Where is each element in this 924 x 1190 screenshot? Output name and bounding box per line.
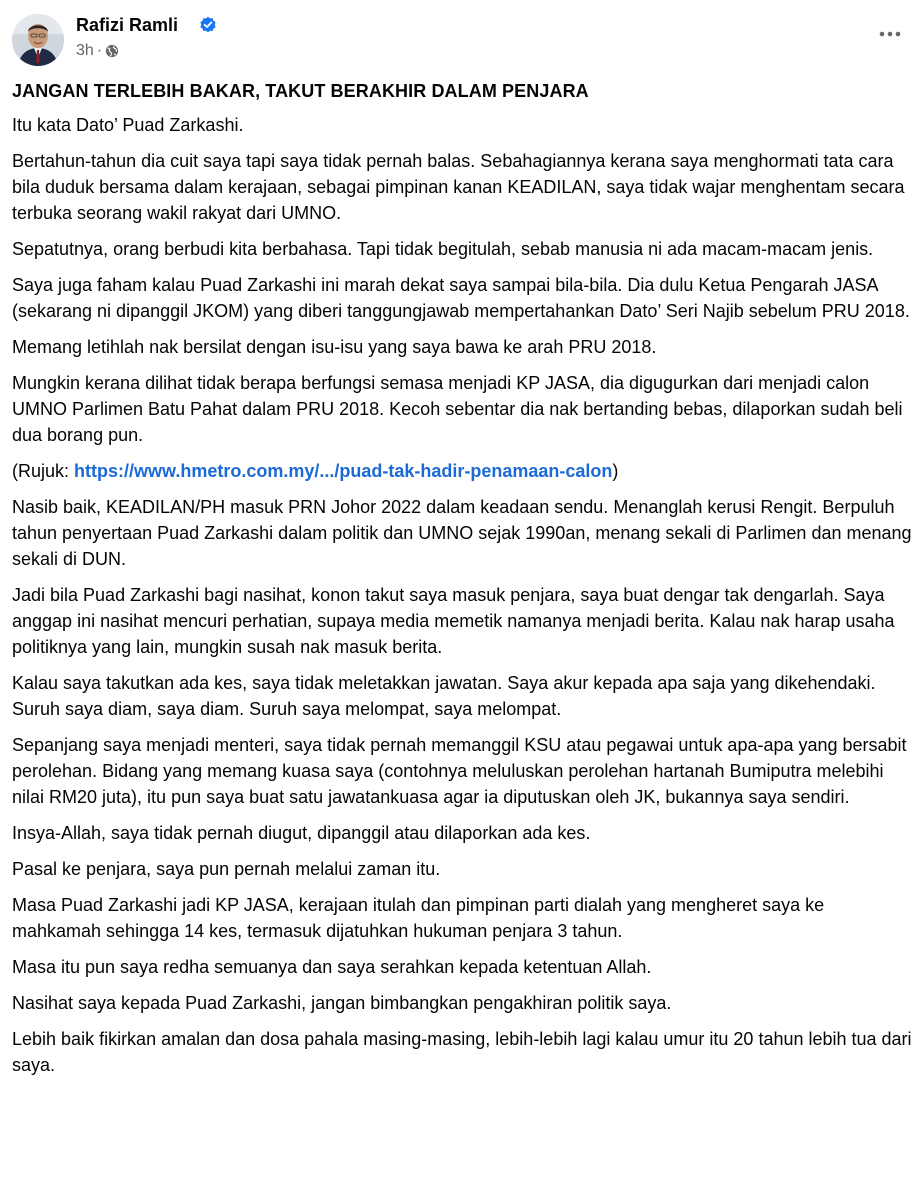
post-paragraph: Sepatutnya, orang berbudi kita berbahasa. Tapi tidak begitulah, sebab manusia ni ada macam-macam jenis. xyxy=(12,239,874,259)
post-paragraph: Itu kata Dato’ Puad Zarkashi. xyxy=(12,115,244,135)
reference-suffix: ) xyxy=(612,461,619,481)
post-paragraph: Lebih baik fikirkan amalan dan dosa pahala masing-masing, lebih-lebih lagi kalau umur itu 20 tahun lebih tua dari saya. xyxy=(12,1029,912,1075)
post-paragraph: Pasal ke penjara, saya pun pernah melalui zaman itu. xyxy=(12,859,441,879)
post-paragraph: Mungkin kerana dilihat tidak berapa berfungsi semasa menjadi KP JASA, dia digugurkan dari menjadi calon UMNO Parlimen Batu Pahat dalam PRU 2018. Kecoh sebentar dia nak bertanding bebas, dilaporkan sudah beli dua borang pun. xyxy=(12,373,903,445)
post-paragraph: Nasib baik, KEADILAN/PH masuk PRN Johor 2022 dalam keadaan sendu. Menanglah kerusi Rengit. Berpuluh tahun penyertaan Puad Zarkashi dalam politik dan UMNO sejak 1990an, menang sekali di Parlimen dan menang sekali di DUN. xyxy=(12,497,912,569)
post-paragraph: Jadi bila Puad Zarkashi bagi nasihat, konon takut saya masuk penjara, saya buat dengar tak dengarlah. Saya anggap ini nasihat mencuri perhatian, supaya media memetik namanya menjadi berita. Kalau nak harap usaha politiknya yang lain, mungkin susah nak masuk berita. xyxy=(12,585,895,657)
reference-link[interactable]: https://www.hmetro.com.my/.../puad-tak-hadir-penamaan-calon xyxy=(74,461,613,481)
more-options-icon[interactable] xyxy=(872,22,908,46)
author-name[interactable]: Rafizi Ramli xyxy=(76,15,179,35)
reference-paragraph xyxy=(12,458,912,484)
post-paragraph: Masa Puad Zarkashi jadi KP JASA, kerajaan itulah dan pimpinan parti dialah yang mengheret saya ke mahkamah sehingga 14 kes, termasuk dijatuhkan hukuman penjara 3 tahun. xyxy=(12,895,825,941)
post-body xyxy=(12,78,912,1088)
avatar-image xyxy=(12,14,64,66)
post-meta xyxy=(76,41,119,61)
meta-separator: · xyxy=(96,42,103,59)
post-title: JANGAN TERLEBIH BAKAR, TAKUT BERAKHIR DALAM PENJARA xyxy=(12,81,589,101)
post-header xyxy=(12,10,912,66)
post-paragraph: Saya juga faham kalau Puad Zarkashi ini marah dekat saya sampai bila-bila. Dia dulu Ketua Pengarah JASA (sekarang ni dipanggil JKOM) yang diberi tanggungjawab mempertahankan Dato’ Seri Najib sebelum PRU 2018. xyxy=(12,275,910,321)
avatar[interactable] xyxy=(12,14,64,66)
post-paragraph: Sepanjang saya menjadi menteri, saya tidak pernah memanggil KSU atau pegawai untuk apa-apa yang bersabit perolehan. Bidang yang memang kuasa saya (contohnya meluluskan perolehan hartanah Bumiputra melebihi nilai RM20 juta), itu pun saya buat satu jawatankuasa agar ia diputuskan oleh JK, bukannya saya sendiri. xyxy=(12,735,907,807)
verified-badge-icon xyxy=(199,16,217,34)
post-paragraph: Nasihat saya kepada Puad Zarkashi, jangan bimbangkan pengakhiran politik saya. xyxy=(12,993,672,1013)
globe-icon[interactable] xyxy=(105,44,119,58)
post-paragraph: Memang letihlah nak bersilat dengan isu-isu yang saya bawa ke arah PRU 2018. xyxy=(12,337,657,357)
post-paragraph: Bertahun-tahun dia cuit saya tapi saya tidak pernah balas. Sebahagiannya kerana saya menghormati tata cara bila duduk bersama dalam kerajaan, sebagai pimpinan kanan KEADILAN, saya tidak wajar menghentam secara terbuka seorang wakil rakyat dari UMNO. xyxy=(12,151,905,223)
post-paragraph: Kalau saya takutkan ada kes, saya tidak meletakkan jawatan. Saya akur kepada apa saja yang dikehendaki. Suruh saya diam, saya diam. Suruh saya melompat, saya melompat. xyxy=(12,673,876,719)
post-paragraph: Masa itu pun saya redha semuanya dan saya serahkan kepada ketentuan Allah. xyxy=(12,957,652,977)
reference-prefix: (Rujuk: xyxy=(12,461,75,481)
post-timestamp[interactable]: 3h xyxy=(76,42,94,59)
post-paragraph: Insya-Allah, saya tidak pernah diugut, dipanggil atau dilaporkan ada kes. xyxy=(12,823,591,843)
